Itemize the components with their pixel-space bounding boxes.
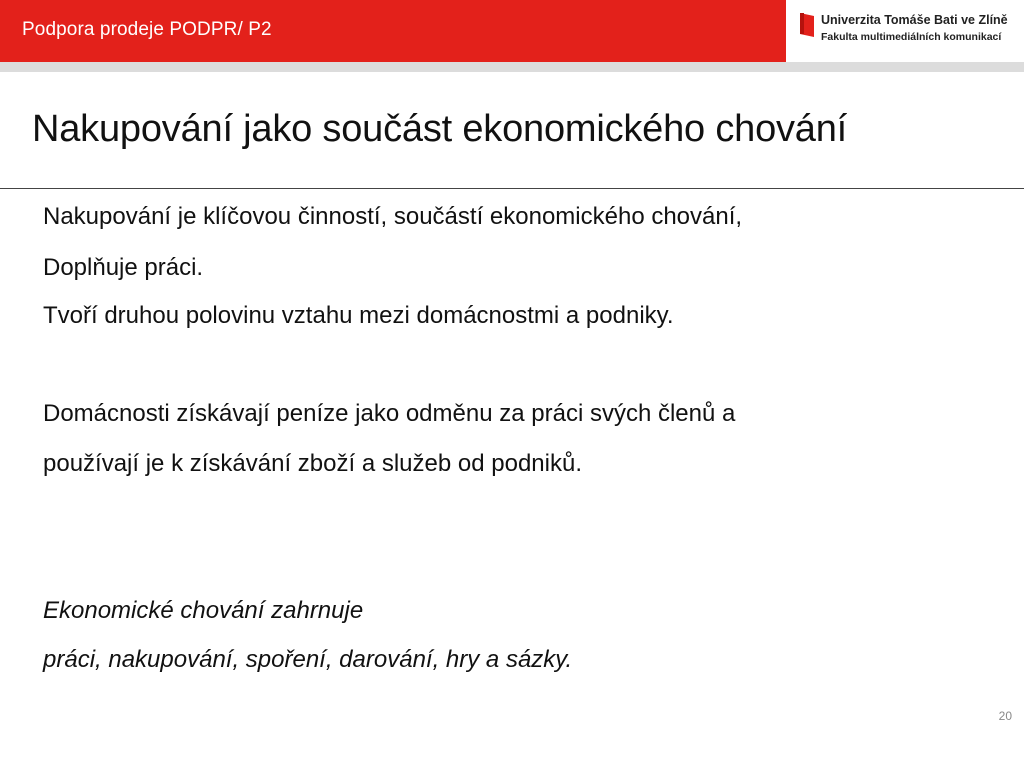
body-text-line: Nakupování je klíčovou činností, součástí ekonomického chování, [43,203,743,230]
faculty-name: Fakulta multimediálních komunikací [821,31,1002,43]
page-number: 20 [998,709,1012,723]
university-name: Univerzita Tomáše Bati ve Zlíně [821,13,1008,27]
italic-text-line: práci, nakupování, spoření, darování, hry a sázky. [43,646,573,673]
course-title: Podpora prodeje PODPR/ P2 [22,19,272,40]
body-text-line: Doplňuje práci. [43,254,204,281]
university-logo [800,12,1022,46]
title-divider [0,188,1024,189]
body-text-line: Tvoří druhou polovinu vztahu mezi domácnostmi a podniky. [43,302,674,329]
book-icon [800,13,814,37]
slide-title: Nakupování jako součást ekonomického chování [32,108,848,150]
header-bar [0,0,786,62]
body-text-line: používají je k získávání zboží a služeb od podniků. [43,450,582,477]
header-divider-stripe [0,62,1024,72]
italic-text-line: Ekonomické chování zahrnuje [43,597,364,624]
body-text-line: Domácnosti získávají peníze jako odměnu za práci svých členů a [43,400,736,427]
